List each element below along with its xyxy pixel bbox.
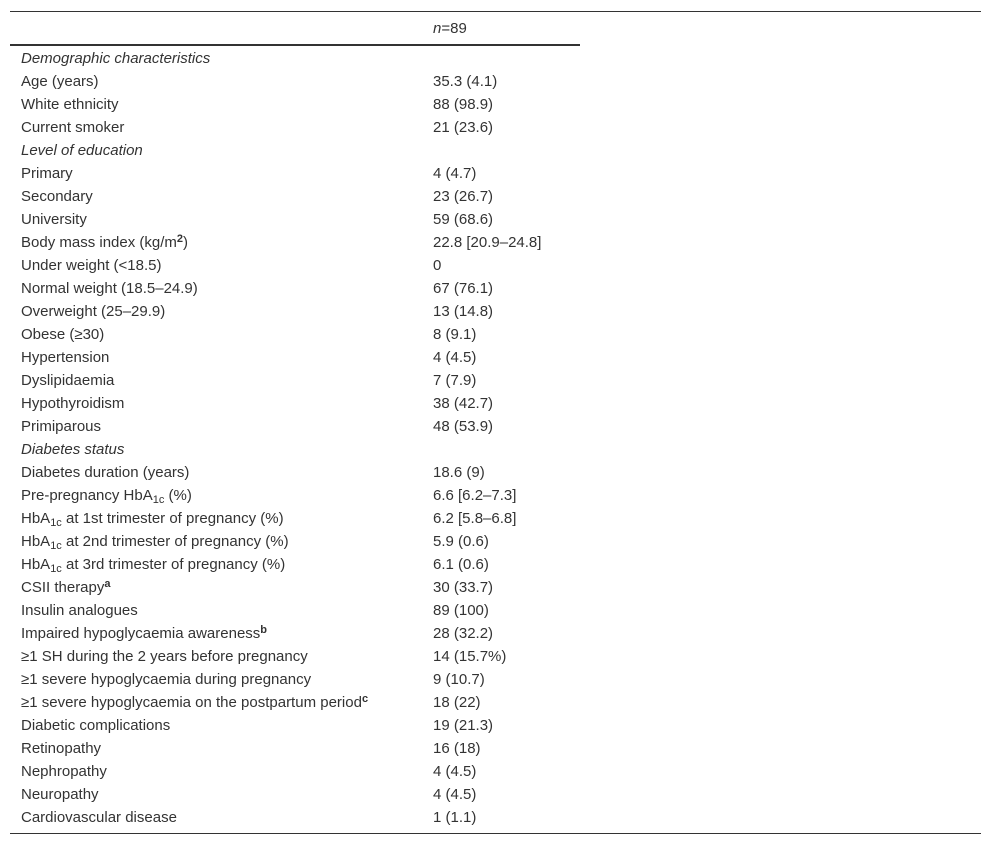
row-label: Age (years): [21, 73, 99, 90]
table-row: [10, 461, 981, 484]
row-value: 14 (15.7%): [433, 648, 507, 665]
table-row: [10, 254, 981, 277]
table-row: [10, 346, 981, 369]
table-row: [10, 553, 981, 576]
row-label: Diabetes duration (years): [21, 464, 190, 481]
row-value: 5.9 (0.6): [433, 533, 489, 550]
row-value: 35.3 (4.1): [433, 73, 498, 90]
row-label: Cardiovascular disease: [21, 809, 177, 826]
row-value: 30 (33.7): [433, 579, 494, 596]
row-label: ≥1 severe hypoglycaemia on the postpartum period$^c$: [21, 693, 369, 711]
row-value: 22.8 [20.9–24.8]: [433, 234, 542, 251]
table-header-row: [10, 12, 981, 44]
section-heading-row: [10, 438, 981, 461]
table-row: [10, 783, 981, 806]
row-label: White ethnicity: [21, 96, 119, 113]
row-value: 1 (1.1): [433, 809, 477, 826]
table-row: [10, 162, 981, 185]
row-label: Neuropathy: [21, 786, 99, 803]
row-value: 59 (68.6): [433, 211, 494, 228]
row-label: CSII therapy$^a$: [21, 578, 111, 596]
row-label: Current smoker: [21, 119, 125, 136]
row-value: 21 (23.6): [433, 119, 494, 136]
row-label: ≥1 SH during the 2 years before pregnancy: [21, 648, 308, 665]
table-row: [10, 415, 981, 438]
row-value: 4 (4.7): [433, 165, 477, 182]
row-value: 13 (14.8): [433, 303, 494, 320]
table-row: [10, 323, 981, 346]
row-value: 88 (98.9): [433, 96, 494, 113]
row-label: University: [21, 211, 87, 228]
header-rule: [10, 44, 580, 46]
row-label: Retinopathy: [21, 740, 102, 757]
section-heading: Level of education: [21, 142, 143, 159]
row-value: 6.1 (0.6): [433, 556, 489, 573]
table-row: [10, 530, 981, 553]
characteristics-table: [10, 11, 981, 834]
row-value: 7 (7.9): [433, 372, 477, 389]
table-row: [10, 645, 981, 668]
row-label: ≥1 severe hypoglycaemia during pregnancy: [21, 671, 312, 688]
row-label: Normal weight (18.5–24.9): [21, 280, 198, 297]
table-row: [10, 116, 981, 139]
table-row: [10, 806, 981, 829]
row-value: 4 (4.5): [433, 349, 477, 366]
section-heading: Demographic characteristics: [21, 50, 211, 67]
row-value: 23 (26.7): [433, 188, 494, 205]
row-value: 16 (18): [433, 740, 481, 757]
table-row: [10, 300, 981, 323]
row-label: Secondary: [21, 188, 93, 205]
table-row: [10, 576, 981, 599]
row-label: Primary: [21, 165, 73, 182]
table-row: [10, 231, 981, 254]
table-row: [10, 392, 981, 415]
section-heading-row: [10, 47, 981, 70]
row-value: 89 (100): [433, 602, 489, 619]
row-label: HbA$_{1c}$ at 2nd trimester of pregnancy (%): [21, 533, 289, 552]
table-row: [10, 93, 981, 116]
table-row: [10, 208, 981, 231]
row-label: Nephropathy: [21, 763, 107, 780]
row-label: Insulin analogues: [21, 602, 138, 619]
row-label: Overweight (25–29.9): [21, 303, 166, 320]
table-body: [10, 44, 981, 833]
row-label: HbA$_{1c}$ at 1st trimester of pregnancy (%): [21, 510, 284, 529]
sample-size-header: n=89: [433, 20, 467, 37]
table-row: [10, 668, 981, 691]
table-row: [10, 277, 981, 300]
row-label: Body mass index $(kg/m^2)$: [21, 233, 189, 251]
table-row: [10, 599, 981, 622]
row-label: Impaired hypoglycaemia awareness$^b$: [21, 624, 268, 642]
section-heading-row: [10, 139, 981, 162]
row-label: Primiparous: [21, 418, 102, 435]
row-value: 18 (22): [433, 694, 481, 711]
row-label: Obese (≥30): [21, 326, 105, 343]
row-label: Pre-pregnancy HbA$_{1c}$ (%): [21, 487, 192, 506]
row-label: Diabetic complications: [21, 717, 171, 734]
table-row: [10, 714, 981, 737]
table-row: [10, 369, 981, 392]
table-row: [10, 760, 981, 783]
row-value: 48 (53.9): [433, 418, 494, 435]
row-value: 18.6 (9): [433, 464, 485, 481]
table-row: [10, 622, 981, 645]
row-value: 8 (9.1): [433, 326, 477, 343]
section-heading: Diabetes status: [21, 441, 125, 458]
row-value: 4 (4.5): [433, 786, 477, 803]
row-value: 6.6 [6.2–7.3]: [433, 487, 517, 504]
table-row: [10, 507, 981, 530]
row-value: 6.2 [5.8–6.8]: [433, 510, 517, 527]
row-label: Hypertension: [21, 349, 110, 366]
row-label: Dyslipidaemia: [21, 372, 115, 389]
table-row: [10, 484, 981, 507]
row-value: 9 (10.7): [433, 671, 485, 688]
row-label: HbA$_{1c}$ at 3rd trimester of pregnancy (%): [21, 556, 286, 575]
row-label: Under weight (<18.5): [21, 257, 162, 274]
table-row: [10, 691, 981, 714]
row-value: 19 (21.3): [433, 717, 494, 734]
table-row: [10, 185, 981, 208]
table-row: [10, 70, 981, 93]
table-row: [10, 737, 981, 760]
row-value: 0: [433, 257, 442, 274]
row-value: 67 (76.1): [433, 280, 494, 297]
row-value: 4 (4.5): [433, 763, 477, 780]
row-label: Hypothyroidism: [21, 395, 125, 412]
row-value: 38 (42.7): [433, 395, 494, 412]
row-value: 28 (32.2): [433, 625, 494, 642]
